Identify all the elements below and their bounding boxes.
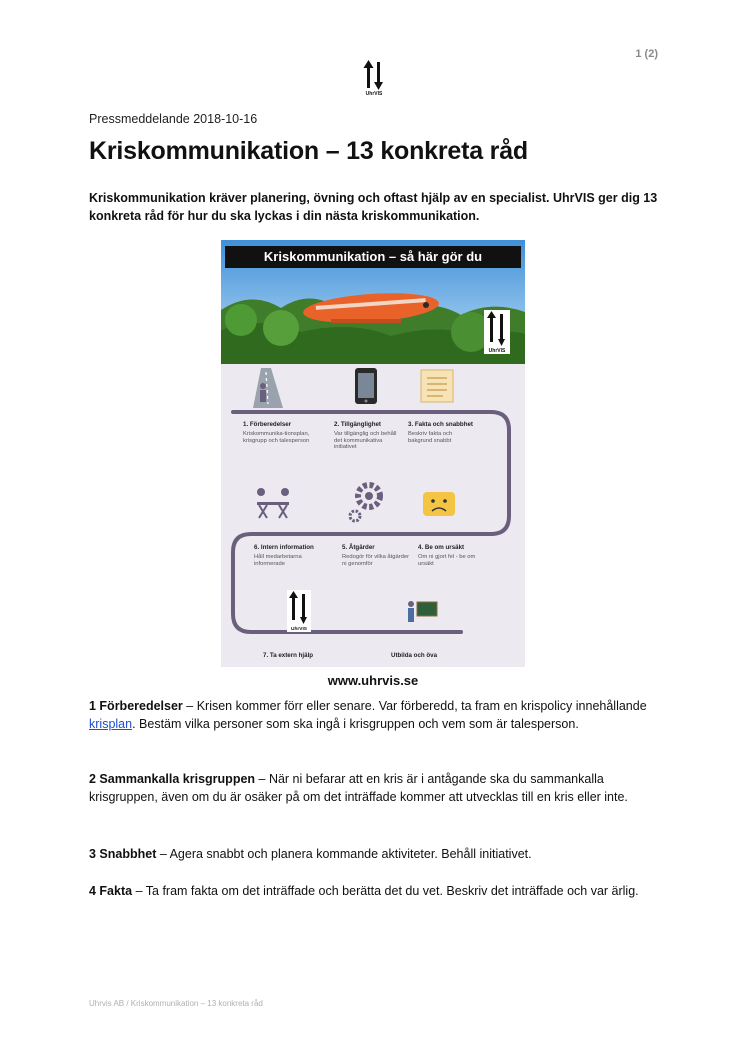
step-description: Om ni gjort fel - be om ursäkt: [418, 554, 476, 567]
step-description: Redogör för vilka åtgärder ni genomför: [342, 554, 410, 567]
step-label: 4. Be om ursäkt: [418, 544, 465, 551]
advice-paragraph-4: 4 Fakta – Ta fram fakta om det inträffade och berätta det du vet. Beskriv det inträffade och var ärlig.: [89, 884, 639, 898]
infographic-heading: Kriskommunikation – så här gör du: [225, 246, 521, 268]
advice-heading: 2 Sammankalla krisgruppen: [89, 772, 256, 786]
infographic: [221, 240, 525, 667]
uhrvis-logo: [363, 60, 385, 96]
svg-text:UhrVIS: UhrVIS: [365, 91, 383, 96]
svg-text:UhrVIS: UhrVIS: [291, 627, 307, 632]
step-label: 1. Förberedelser: [243, 421, 292, 428]
page-footer: Uhrvis AB / Kriskommunikation – 13 konkreta råd: [89, 999, 263, 1008]
krisplan-link[interactable]: krisplan: [89, 717, 133, 731]
advice-heading: 1 Förberedelser: [89, 699, 183, 713]
step-label: 7. Ta extern hjälp: [263, 652, 314, 659]
infographic-process-path: [221, 364, 525, 667]
lead-paragraph: Kriskommunikation kräver planering, övning och oftast hjälp av en specialist. UhrVIS ger dig 13 konkreta råd för hur du ska lyckas i din nästa kriskommunikation.: [89, 191, 658, 223]
step-label: 5. Åtgärder: [342, 544, 375, 551]
step-description: Beskriv fakta och bakgrund snabbt: [408, 431, 453, 444]
page-number: 1 (2): [635, 48, 658, 60]
advice-paragraph-3: 3 Snabbhet – Agera snabbt och planera kommande aktiviteter. Behåll initiativet.: [89, 847, 532, 861]
advice-heading: 3 Snabbhet: [89, 847, 157, 861]
svg-text:UhrVIS: UhrVIS: [488, 348, 506, 354]
press-release-date: Pressmeddelande 2018-10-16: [89, 112, 258, 126]
advice-paragraph-1: 1 Förberedelser – Krisen kommer förr eller senare. Var förberedd, ta fram en krispolicy innehållande krisplan. Bestäm vilka personer som ska ingå i krisgruppen och vem som är talesperson.: [89, 699, 647, 731]
advice-heading: 4 Fakta: [89, 884, 133, 898]
advice-paragraph-2: 2 Sammankalla krisgruppen – När ni befarar att en kris är i antågande ska du sammankalla krisgruppen, även om du är osäker på om det inträffade kommer att utvecklas till en kris eller inte.: [89, 772, 628, 804]
step-description: Håll medarbetarna informerade: [254, 554, 302, 567]
step-label: Utbilda och öva: [391, 652, 438, 659]
step-description: Kriskommunika-tionsplan, krisgrupp och talesperson: [243, 431, 310, 444]
step-label: 6. Intern information: [254, 544, 314, 551]
step-label: 2. Tillgänglighet: [334, 421, 381, 428]
step-description: Var tillgänglig och behåll det kommunikativa initiativet: [334, 431, 397, 451]
page-title: Kriskommunikation – 13 konkreta råd: [89, 137, 528, 165]
website-link[interactable]: www.uhrvis.se: [327, 673, 419, 688]
step-label: 3. Fakta och snabbhet: [408, 421, 473, 428]
